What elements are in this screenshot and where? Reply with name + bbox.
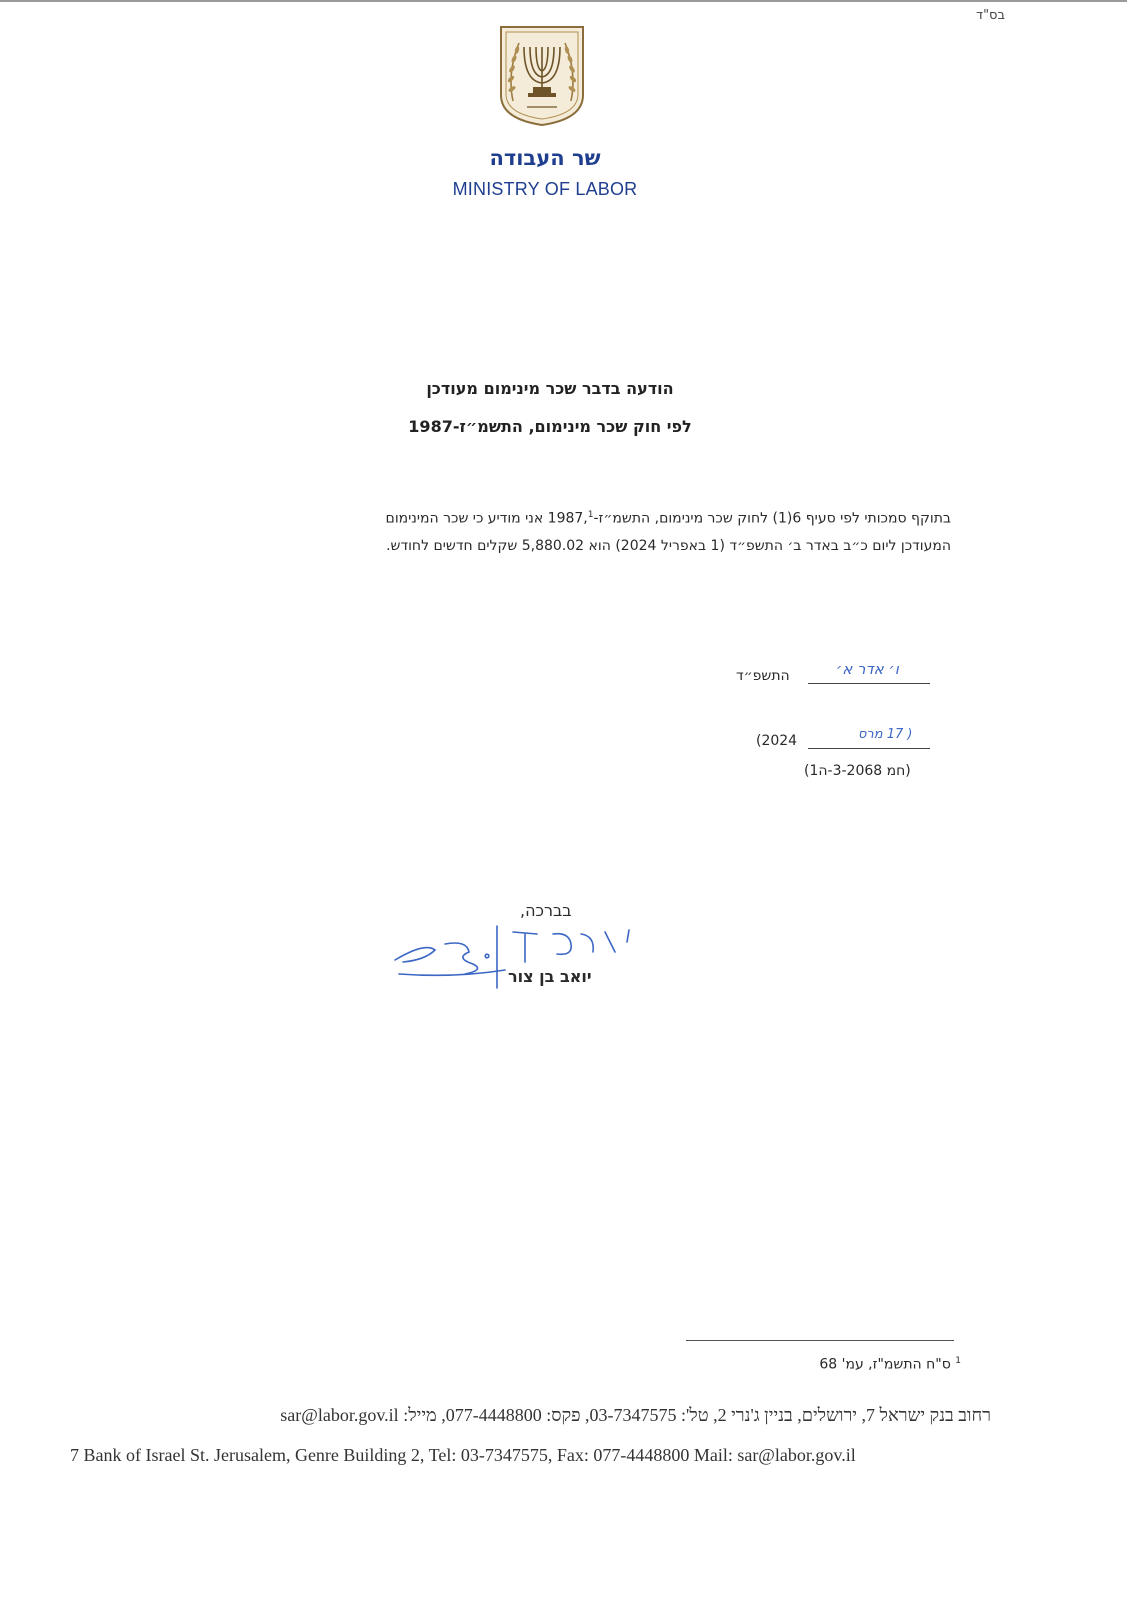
closing-greeting: בברכה,: [520, 901, 572, 920]
footnote-citation: ס"ח התשמ"ז, עמ' 68: [819, 1356, 951, 1373]
footnote-separator: [686, 1340, 954, 1341]
bsd-mark: בס"ד: [975, 8, 1005, 23]
footer-address-english: 7 Bank of Israel St. Jerusalem, Genre Building 2, Tel: 03-7347575, Fax: 077-4448800 Mail: sar@labor.gov.il: [70, 1445, 856, 1465]
footnote-number: 1: [955, 1356, 961, 1366]
hebrew-year-label: התשפ״ד: [736, 668, 790, 684]
footer-address-hebrew: רחוב בנק ישראל 7, ירושלים, בניין ג'נרי 2, טל': 03-7347575, פקס: 077-4448800, מייל: sar@labor.gov.il: [280, 1405, 991, 1425]
hebrew-date-handwritten: ו׳ אדר א׳: [836, 660, 899, 678]
state-of-israel-emblem-icon: [497, 23, 587, 127]
gregorian-date-handwritten: ( 17 מרס: [858, 727, 913, 742]
footnote-marker: 1: [587, 510, 594, 520]
page-top-edge: [0, 0, 1127, 2]
body-line1-end: אני מודיע כי שכר המינימום: [385, 510, 548, 527]
footnote-text: [819, 1356, 961, 1373]
ministry-title-hebrew: שר העבודה: [489, 146, 601, 170]
notice-body-line1: [386, 510, 951, 527]
notice-body-line2: המעודכן ליום כ״ב באדר ב׳ התשפ״ד (1 באפריל 2024) הוא 5,880.02 שקלים חדשים לחודש.: [386, 538, 951, 554]
body-line1-start: בתוקף סמכותי לפי סעיף 6(1) לחוק שכר מינימום, התשמ״ז-1987,: [547, 510, 951, 527]
gregorian-year-label: (2024: [756, 733, 798, 749]
signer-name: יואב בן צור: [508, 967, 592, 986]
reference-number: (חמ 3-2068-ה1): [804, 763, 911, 779]
gregorian-date-underline: [808, 748, 930, 749]
hebrew-date-underline: [808, 683, 930, 684]
notice-title-line2: לפי חוק שכר מינימום, התשמ״ז-1987: [408, 417, 692, 436]
notice-title-line1: הודעה בדבר שכר מינימום מעודכן: [426, 379, 674, 398]
ministry-title-english: MINISTRY OF LABOR: [452, 179, 638, 199]
